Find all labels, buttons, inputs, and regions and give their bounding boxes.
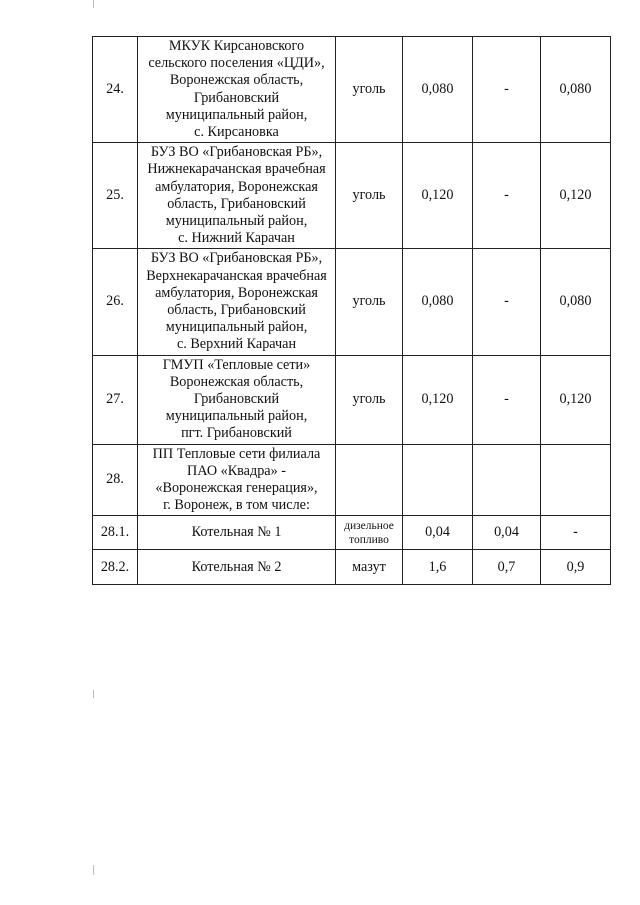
organization-line: МКУК Кирсановского <box>168 38 305 54</box>
value-cell: - <box>473 143 541 249</box>
organization-line: Нижнекарачанская врачебная <box>147 161 326 178</box>
row-number: 26. <box>93 249 138 355</box>
fuel-type: мазут <box>336 550 403 585</box>
value-cell: 1,6 <box>403 550 473 585</box>
organization-cell <box>138 516 336 550</box>
organization-line: БУЗ ВО «Грибановская РБ», <box>150 144 323 161</box>
fuel-type: уголь <box>336 249 403 355</box>
organization-line: БУЗ ВО «Грибановская РБ», <box>150 250 323 267</box>
value-cell: 0,9 <box>541 550 611 585</box>
table-row <box>93 355 611 444</box>
value-cell: 0,080 <box>541 249 611 355</box>
scan-artifact <box>93 0 94 8</box>
value-cell: - <box>541 516 611 550</box>
value-cell <box>473 444 541 516</box>
fuel-type <box>336 444 403 516</box>
value-cell: 0,120 <box>541 143 611 249</box>
value-cell: - <box>473 355 541 444</box>
organization-cell <box>138 355 336 444</box>
organization-cell <box>138 444 336 516</box>
value-cell: 0,7 <box>473 550 541 585</box>
organization-line: ПАО «Квадра» - <box>187 462 286 479</box>
organization-line: область, Грибановский <box>167 195 306 212</box>
row-number: 24. <box>93 37 138 143</box>
table-row <box>93 444 611 516</box>
organization-line: с. Кирсановка <box>194 124 279 141</box>
row-number: 25. <box>93 143 138 249</box>
organization-cell <box>138 249 336 355</box>
value-cell: 0,080 <box>541 37 611 143</box>
organization-cell <box>138 37 336 143</box>
organization-cell <box>138 550 336 585</box>
row-number: 28. <box>93 444 138 516</box>
scan-artifact <box>93 865 94 875</box>
table-row <box>93 516 611 550</box>
fuel-type: дизельное топливо <box>336 516 403 550</box>
organization-line: сельского поселения «ЦДИ», <box>148 55 325 72</box>
organization-line: ПП Тепловые сети филиала <box>152 445 321 462</box>
value-cell: 0,120 <box>403 143 473 249</box>
row-number: 27. <box>93 355 138 444</box>
table-row <box>93 550 611 585</box>
value-cell: 0,080 <box>403 249 473 355</box>
value-cell: 0,04 <box>473 516 541 550</box>
organization-line: Котельная № 2 <box>191 558 282 575</box>
organization-line: с. Верхний Карачан <box>176 336 297 353</box>
table-row <box>93 249 611 355</box>
row-number: 28.1. <box>93 516 138 550</box>
fuel-type: уголь <box>336 143 403 249</box>
table-row <box>93 143 611 249</box>
fuel-table <box>92 36 611 585</box>
organization-line: область, Грибановский <box>167 302 306 319</box>
organization-line: Воронежская область, <box>169 72 304 89</box>
fuel-type: уголь <box>336 355 403 444</box>
organization-line: Грибановский <box>193 391 280 408</box>
organization-line: с. Нижний Карачан <box>178 230 295 247</box>
value-cell: 0,120 <box>403 355 473 444</box>
organization-cell <box>138 143 336 249</box>
table-row <box>93 37 611 143</box>
value-cell: 0,080 <box>403 37 473 143</box>
fuel-type: уголь <box>336 37 403 143</box>
row-number: 28.2. <box>93 550 138 585</box>
organization-line: Грибановский <box>193 89 280 106</box>
value-cell: 0,04 <box>403 516 473 550</box>
value-cell: - <box>473 249 541 355</box>
organization-line: муниципальный район, <box>165 408 308 425</box>
organization-line: ГМУП «Тепловые сети» <box>162 356 311 373</box>
organization-line: муниципальный район, <box>165 106 308 123</box>
scan-artifact <box>93 690 94 698</box>
value-cell: 0,120 <box>541 355 611 444</box>
organization-line: Воронежская область, <box>169 373 304 390</box>
organization-line: амбулатория, Воронежская <box>155 284 318 301</box>
organization-line: муниципальный район, <box>165 319 308 336</box>
organization-line: амбулатория, Воронежская <box>155 178 318 195</box>
organization-line: Верхнекарачанская врачебная <box>146 267 327 284</box>
organization-line: пгт. Грибановский <box>181 425 292 442</box>
organization-line: «Воронежская генерация», <box>155 480 318 497</box>
value-cell <box>541 444 611 516</box>
organization-line: муниципальный район, <box>165 213 308 230</box>
value-cell <box>403 444 473 516</box>
organization-line: Котельная № 1 <box>191 524 282 541</box>
organization-line: г. Воронеж, в том числе: <box>163 497 310 514</box>
value-cell: - <box>473 37 541 143</box>
